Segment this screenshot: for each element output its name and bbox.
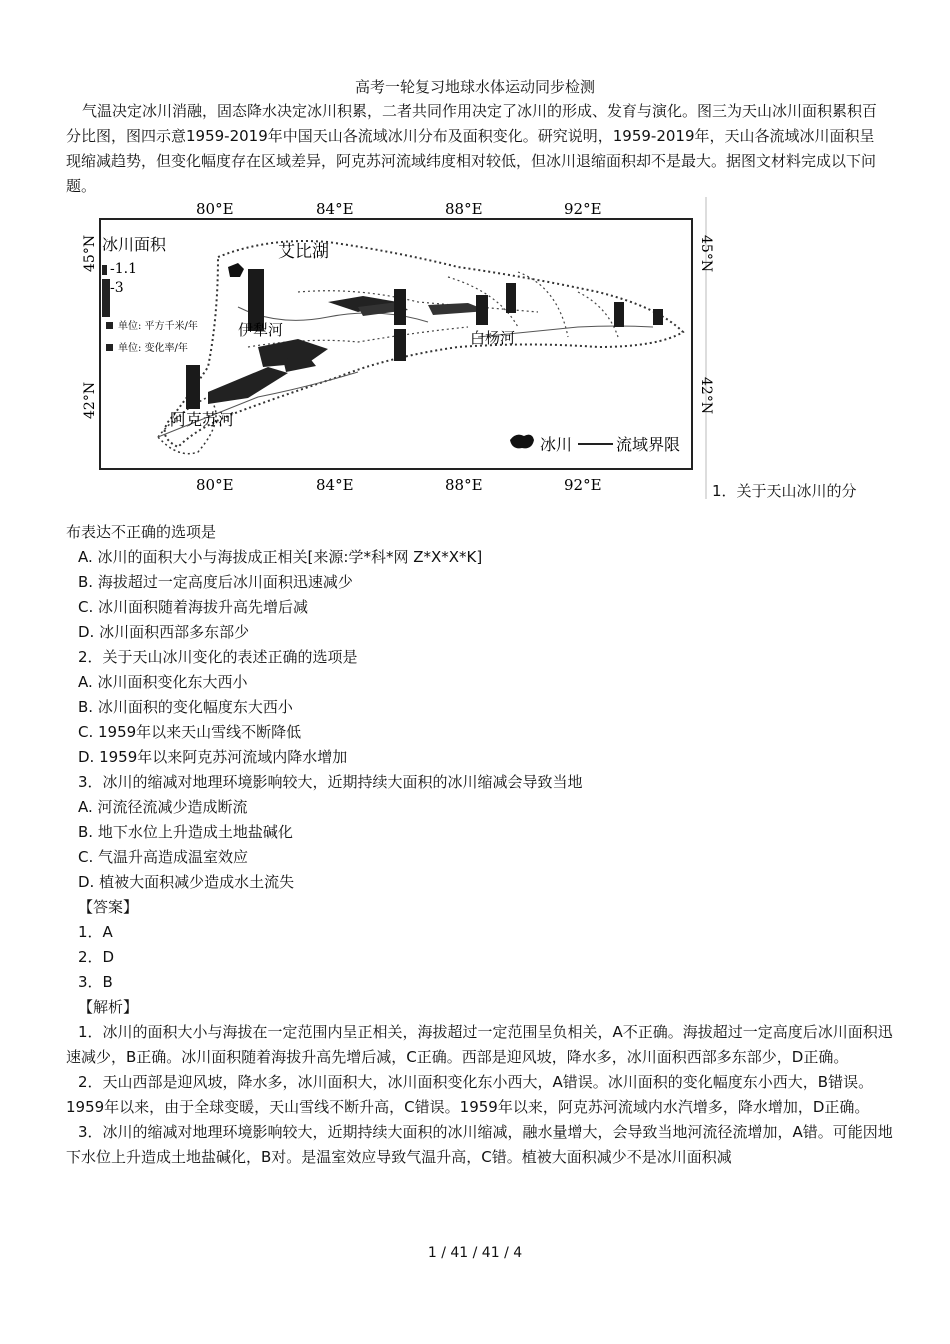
q2-option: C. 1959年以来天山雪线不断降低 [78, 723, 302, 741]
lon-label-bottom: 84°E [316, 476, 354, 494]
place-label: 阿克苏河 [170, 410, 235, 429]
place-label: 伊犁河 [238, 321, 284, 339]
basin-boundary [448, 272, 618, 337]
key-glacier-symbol [510, 435, 534, 449]
q1-option: B. 海拔超过一定高度后冰川面积迅速减少 [78, 573, 353, 591]
lon-label-top: 84°E [316, 200, 354, 218]
q3-option: C. 气温升高造成温室效应 [78, 848, 249, 866]
lat-label-left: 45°N [82, 234, 98, 272]
area-change-bar [394, 289, 406, 325]
analysis-paragraph: 3．冰川的缩减对地理环境影响较大，近期持续大面积的冰川缩减，融水量增大，会导致当地河流径流增加，A错。可能因地下水位上升造成土地盐碱化，B对。是温室效应导致气温升高，C错。植被大面积减少不是冰川面积减 [66, 1123, 893, 1166]
legend-bar [102, 265, 107, 275]
glacier-patch [208, 367, 288, 404]
answer-heading: 【答案】 [78, 898, 139, 916]
q1-stem-start: 1．关于天山冰川的分 [712, 482, 857, 500]
area-change-bar [476, 295, 488, 325]
lon-label-top: 80°E [196, 200, 234, 218]
question-block [66, 520, 896, 1170]
key-glacier-label: 冰川 [540, 435, 573, 454]
tianshan-glacier-map [82, 197, 714, 499]
legend-bar [102, 279, 110, 317]
area-change-bar [394, 329, 406, 361]
lon-label-top: 88°E [445, 200, 483, 218]
lon-label-top: 92°E [564, 200, 602, 218]
lat-label-right: 42°N [698, 377, 714, 415]
q3-option: D. 植被大面积减少造成水土流失 [78, 873, 295, 891]
q3-option: A. 河流径流减少造成断流 [78, 798, 248, 816]
legend-value: -1.1 [110, 261, 137, 277]
analysis-paragraph: 1．冰川的面积大小与海拔在一定范围内呈正相关，海拔超过一定范围呈负相关，A不正确。海拔超过一定高度后冰川面积迅速减少，B正确。冰川面积随着海拔升高先增后减，C正确。西部是迎风坡，降水多，冰川面积西部多东部少，D正确。 [66, 1023, 893, 1066]
q2-option: D. 1959年以来阿克苏河流域内降水增加 [78, 748, 348, 766]
legend-title: 冰川面积 [102, 235, 167, 254]
legend-unit-rate: 单位: 变化率/年 [118, 343, 188, 354]
page-title: 高考一轮复习地球水体运动同步检测 [354, 78, 595, 96]
analysis-paragraph: 2．天山西部是迎风坡，降水多，冰川面积大，冰川面积变化东小西大，A错误。冰川面积的变化幅度东小西大，B错误。1959年以来，由于全球变暖，天山雪线不断升高，C错误。1959年以来，阿克苏河流域内水汽增多，降水增加，D正确。 [66, 1073, 874, 1116]
legend-swatch [106, 344, 113, 351]
legend-swatch [106, 322, 113, 329]
answer-item: 2．D [78, 948, 115, 966]
legend-unit-area: 单位: 平方千米/年 [118, 321, 198, 332]
lon-label-bottom: 80°E [196, 476, 234, 494]
lat-label-right: 45°N [698, 235, 714, 273]
place-label: 艾比湖 [278, 242, 329, 262]
glacier-patch [228, 263, 244, 277]
q1-option: A. 冰川的面积大小与海拔成正相关[来源:学*科*网 Z*X*X*K] [78, 548, 483, 566]
q3-option: B. 地下水位上升造成土地盐碱化 [78, 823, 293, 841]
lat-label-left: 42°N [82, 381, 98, 419]
page-footer: 1 / 41 / 41 / 4 [427, 1245, 523, 1261]
answer-item: 3．B [78, 973, 113, 991]
lon-label-bottom: 92°E [564, 476, 602, 494]
q1-option: C. 冰川面积随着海拔升高先增后减 [78, 598, 309, 616]
q2-option: B. 冰川面积的变化幅度东大西小 [78, 698, 293, 716]
answer-item: 1．A [78, 923, 113, 941]
q1-option: D. 冰川面积西部多东部少 [78, 623, 250, 641]
place-label: 白杨河 [470, 329, 516, 347]
q2-stem: 2．关于天山冰川变化的表述正确的选项是 [78, 648, 358, 666]
key-boundary-label: 流域界限 [616, 435, 681, 454]
analysis-heading: 【解析】 [78, 998, 139, 1016]
legend-value: -3 [110, 280, 124, 296]
intro-paragraph: 气温决定冰川消融，固态降水决定冰川积累，二者共同作用决定了冰川的形成、发育与演化。图三为天山冰川面积累积百分比图，图四示意1959-2019年中国天山各流域冰川分布及面积变化。研究说明，1959-2019年，天山各流域冰川面积呈现缩减趋势，但变化幅度存在区域差异，阿克苏河流域纬度相对较低，但冰川退缩面积却不是最大。据图文材料完成以下问题。 [66, 102, 878, 195]
area-change-bar [653, 309, 663, 325]
q3-stem: 3．冰川的缩减对地理环境影响较大，近期持续大面积的冰川缩减会导致当地 [78, 773, 583, 791]
q1-stem-end: 布表达不正确的选项是 [66, 523, 217, 541]
area-change-bar [614, 302, 624, 327]
q2-option: A. 冰川面积变化东大西小 [78, 673, 248, 691]
lon-label-bottom: 88°E [445, 476, 483, 494]
area-change-bar [506, 283, 516, 313]
area-change-bar [186, 365, 200, 409]
